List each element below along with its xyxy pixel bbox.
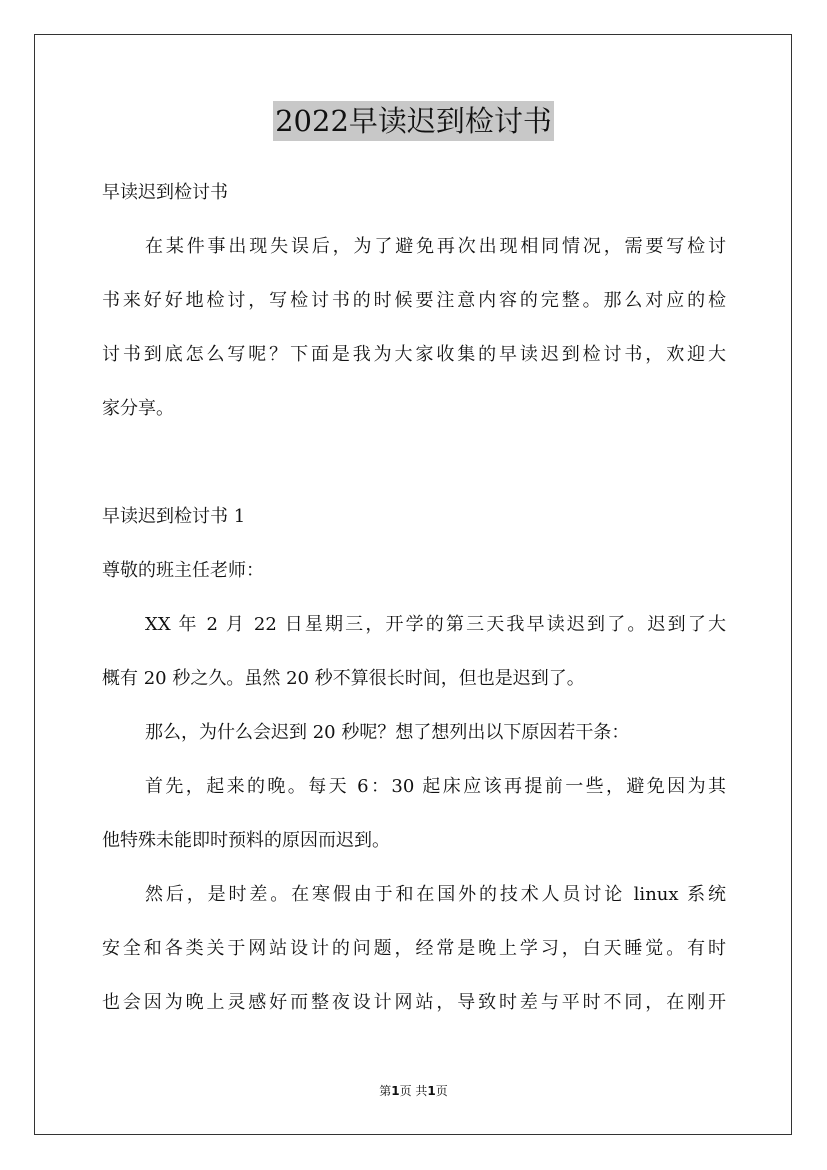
text-line: 书来好好地检讨，写检讨书的时候要注意内容的完整。那么对应的检 [102,290,726,311]
footer-mid: 页 共 [399,1084,428,1098]
text-line: 讨书到底怎么写呢？下面是我为大家收集的早读迟到检讨书，欢迎大 [102,344,726,365]
text-line: 他特殊未能即时预料的原因而迟到。 [102,830,390,851]
text-line: 早读迟到检讨书 1 [102,506,246,527]
text-line: 那么，为什么会迟到 20 秒呢？想了想列出以下原因若干条： [145,722,630,743]
text-line: XX 年 2 月 22 日星期三，开学的第三天我早读迟到了。迟到了大 [145,614,726,635]
title-container [0,101,827,141]
footer-page-current: 1 [391,1084,400,1098]
document-body [102,170,726,1034]
text-line: 安全和各类关于网站设计的问题，经常是晚上学习，白天睡觉。有时 [102,938,726,959]
footer-suffix: 页 [435,1084,448,1098]
document-title: 2022早读迟到检讨书 [273,101,554,141]
text-line: 早读迟到检讨书 [102,182,228,203]
text-line: 在某件事出现失误后，为了避免再次出现相同情况，需要写检讨 [145,236,726,257]
text-line: 然后，是时差。在寒假由于和在国外的技术人员讨论 linux 系统 [145,884,726,905]
text-line: 首先，起来的晚。每天 6：30 起床应该再提前一些，避免因为其 [145,776,726,797]
text-line: 概有 20 秒之久。虽然 20 秒不算很长时间，但也是迟到了。 [102,668,585,689]
text-line: 尊敬的班主任老师： [102,560,264,581]
footer-prefix: 第 [379,1084,392,1098]
blank-line [102,440,726,494]
text-line: 也会因为晚上灵感好而整夜设计网站，导致时差与平时不同，在刚开 [102,992,726,1013]
page-footer [0,1082,827,1099]
footer-page-total: 1 [427,1084,436,1098]
text-line: 家分享。 [102,398,174,419]
